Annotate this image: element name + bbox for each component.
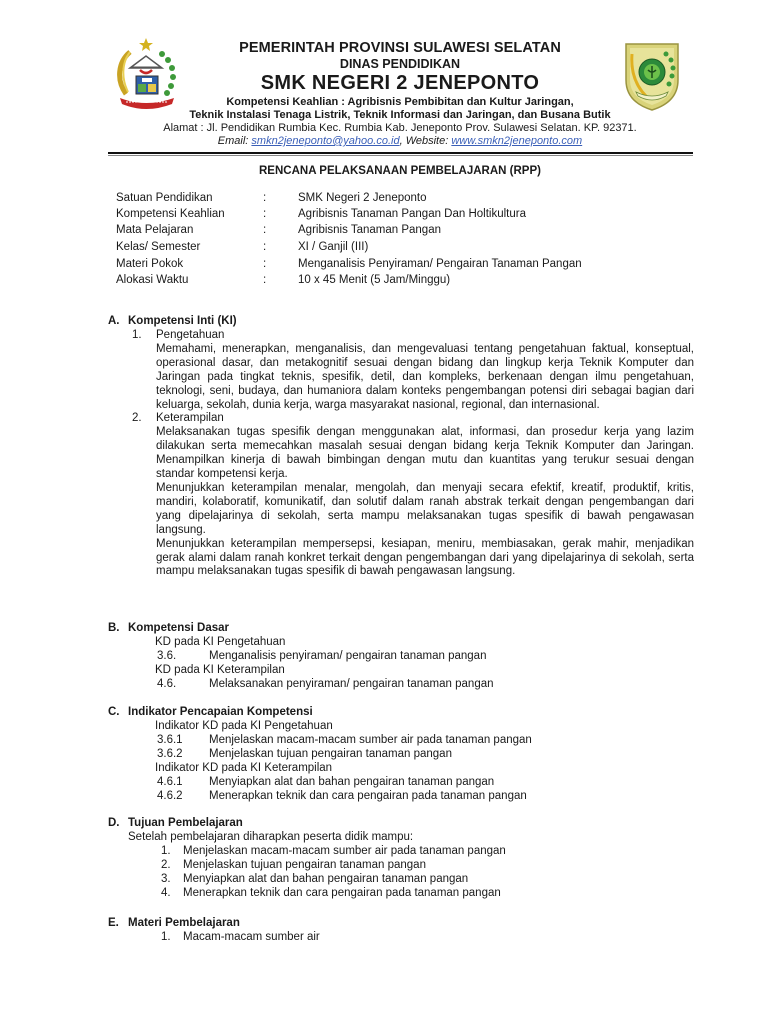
identity-label: Kompetensi Keahlian	[116, 208, 225, 220]
letterhead	[180, 40, 620, 95]
section-heading	[108, 817, 694, 831]
website-link[interactable]: www.smkn2jeneponto.com	[451, 135, 583, 147]
ki-number: 1.	[132, 329, 142, 341]
indicator-code: 4.6.2	[157, 789, 183, 802]
kd-text: Menganalisis penyiraman/ pengairan tanaman pangan	[209, 649, 487, 662]
section-letter: C.	[108, 706, 120, 718]
identity-label: Materi Pokok	[116, 258, 184, 270]
section-indikator	[108, 706, 694, 804]
email-label: Email:	[217, 135, 252, 147]
section-title: Kompetensi Dasar	[128, 622, 229, 634]
indicator-text: Menerapkan teknik dan cara pengairan pada tanaman pangan	[209, 789, 527, 802]
school-address: Alamat : Jl. Pendidikan Rumbia Kec. Rumbia Kab. Jeneponto Prov. Sulawesi Selatan. KP. 92371.	[163, 122, 637, 134]
objective-number: 3.	[161, 872, 171, 885]
identity-separator: :	[263, 241, 267, 253]
website-label: , Website:	[399, 135, 452, 147]
section-title: Kompetensi Inti (KI)	[128, 315, 237, 327]
identity-value: 10 x 45 Menit (5 Jam/Minggu)	[298, 274, 451, 286]
indicator-row	[108, 748, 694, 762]
objectives-intro: Setelah pembelajaran diharapkan peserta didik mampu:	[128, 831, 414, 843]
objective-number: 1.	[161, 844, 171, 857]
identity-separator: :	[263, 208, 267, 220]
section-title: Materi Pembelajaran	[128, 917, 240, 929]
section-heading	[108, 917, 694, 931]
objective-item	[108, 845, 694, 859]
identity-label: Kelas/ Semester	[116, 241, 201, 253]
identity-value: Menganalisis Penyiraman/ Pengairan Tanaman Pangan	[298, 258, 582, 270]
indicator-row	[108, 776, 694, 790]
letterhead-divider-thin	[108, 155, 693, 156]
indicator-row	[108, 790, 694, 804]
section-letter: E.	[108, 917, 119, 929]
indicator-group-label: Indikator KD pada KI Pengetahuan	[155, 720, 333, 732]
material-item	[108, 931, 694, 945]
indicator-code: 3.6.2	[157, 747, 183, 760]
section-materi-pembelajaran	[108, 917, 694, 945]
indicator-code: 4.6.1	[157, 775, 183, 788]
document-title: RENCANA PELAKSANAAN PEMBELAJARAN (RPP)	[259, 165, 541, 177]
identity-value: Agribisnis Tanaman Pangan	[298, 224, 441, 236]
objective-item	[108, 859, 694, 873]
section-heading	[108, 622, 694, 636]
section-letter: A.	[108, 315, 120, 327]
kd-row	[108, 678, 694, 692]
email-link[interactable]: smkn2jeneponto@yahoo.co.id	[251, 135, 400, 147]
identity-separator: :	[263, 224, 267, 236]
section-letter: B.	[108, 622, 120, 634]
indicator-group-label: Indikator KD pada KI Keterampilan	[155, 761, 333, 774]
ki-paragraph: Melaksanakan tugas spesifik dengan menggunakan alat, informasi, dan prosedur kerja yang lazim dilakukan serta memecahkan masalah sesuai dengan bidang kerja Teknik Komputer dan Jaringan. Menampilkan kinerja di bawah bimbingan dengan mutu dan kuantitas yang terukur sesuai dengan standar kompetensi kerja.	[156, 426, 694, 481]
material-text: Macam-macam sumber air	[183, 931, 320, 943]
identity-label: Satuan Pendidikan	[116, 192, 213, 204]
competency-line-2: Teknik Instalasi Tenaga Listrik, Teknik Informasi dan Jaringan, dan Busana Butik	[189, 109, 611, 121]
kd-group-label: KD pada KI Keterampilan	[155, 663, 285, 676]
department-name: DINAS PENDIDIKAN	[339, 57, 461, 71]
identity-value: SMK Negeri 2 Jeneponto	[298, 192, 427, 204]
indicator-text: Menjelaskan macam-macam sumber air pada tanaman pangan	[209, 733, 532, 746]
ki-item-keterampilan	[108, 412, 694, 426]
section-letter: D.	[108, 817, 120, 829]
indicator-text: Menjelaskan tujuan pengairan tanaman pangan	[209, 747, 452, 760]
section-heading	[108, 315, 694, 329]
kd-code: 4.6.	[157, 677, 177, 690]
kd-code: 3.6.	[157, 649, 177, 662]
objective-text: Menerapkan teknik dan cara pengairan pada tanaman pangan	[183, 886, 501, 899]
indicator-row	[108, 734, 694, 748]
identity-separator: :	[263, 258, 267, 270]
ki-paragraph: Menunjukkan keterampilan menalar, mengolah, dan menyaji secara efektif, kreatif, produktif, kritis, mandiri, kolaboratif, komunikatif, dan solutif dalam ranah abstrak terkait dengan pengembangan dari yang dipelajarinya di sekolah, serta mampu melaksanakan tugas spesifik di bawah pengawasan langsung.	[156, 481, 694, 536]
identity-separator: :	[263, 274, 267, 286]
objective-number: 4.	[161, 886, 171, 899]
kd-row	[108, 650, 694, 664]
section-title: Indikator Pencapaian Kompetensi	[128, 706, 313, 718]
objective-item	[108, 873, 694, 887]
kd-group-label: KD pada KI Pengetahuan	[155, 636, 286, 648]
competency-line-1: Kompetensi Keahlian : Agribisnis Pembibitan dan Kultur Jaringan,	[226, 96, 574, 108]
letterhead-divider	[108, 152, 693, 154]
identity-value: XI / Ganjil (III)	[298, 241, 369, 253]
government-name: PEMERINTAH PROVINSI SULAWESI SELATAN	[239, 40, 561, 56]
section-kompetensi-inti	[108, 315, 694, 579]
material-number: 1.	[161, 931, 171, 943]
identity-value: Agribisnis Tanaman Pangan Dan Holtikultura	[298, 208, 527, 220]
identity-label: Mata Pelajaran	[116, 224, 194, 236]
section-heading	[108, 706, 694, 720]
ki-number: 2.	[132, 412, 142, 425]
ki-item-pengetahuan	[108, 329, 694, 343]
ki-paragraph: Menunjukkan keterampilan mempersepsi, kesiapan, meniru, membiasakan, gerak mahir, menjadikan gerak alami dalam ranah konkret terkait dengan pengembangan dari yang dipelajarinya di sekolah, serta mampu melaksanakan tugas spesifik di bawah pengawasan langsung.	[156, 537, 694, 578]
ki-paragraph: Memahami, menerapkan, menganalisis, dan mengevaluasi tentang pengetahuan faktual, konseptual, operasional dasar, dan metakognitif sesuai dengan bidang dan lingkup kerja Teknik Komputer dan Jaringan pada tingkat teknis, spesifik, detil, dan kompleks, berkenaan dengan ilmu pengetahuan, teknologi, seni, budaya, dan humaniora dalam konteks pengembangan potensi diri sebagai bagian dari keluarga, sekolah, dunia kerja, warga masyarakat nasional, regional, dan internasional.	[156, 342, 694, 411]
indicator-code: 3.6.1	[157, 733, 183, 746]
ki-title: Keterampilan	[156, 412, 224, 425]
contact-line	[100, 135, 700, 148]
objective-number: 2.	[161, 858, 171, 871]
objective-text: Menjelaskan macam-macam sumber air pada tanaman pangan	[183, 844, 506, 857]
section-kompetensi-dasar	[108, 622, 694, 692]
school-name: SMK NEGERI 2 JENEPONTO	[260, 72, 540, 94]
kd-text: Melaksanakan penyiraman/ pengairan tanaman pangan	[209, 677, 494, 690]
section-title: Tujuan Pembelajaran	[128, 817, 243, 829]
section-tujuan-pembelajaran	[108, 817, 694, 901]
letterhead-details	[100, 96, 700, 148]
indicator-text: Menyiapkan alat dan bahan pengairan tanaman pangan	[209, 775, 495, 788]
identity-label: Alokasi Waktu	[116, 274, 189, 286]
identity-separator: :	[263, 192, 267, 204]
ki-title: Pengetahuan	[156, 329, 225, 341]
objective-text: Menjelaskan tujuan pengairan tanaman pangan	[183, 858, 426, 871]
objective-item	[108, 887, 694, 901]
objective-text: Menyiapkan alat dan bahan pengairan tanaman pangan	[183, 872, 469, 885]
